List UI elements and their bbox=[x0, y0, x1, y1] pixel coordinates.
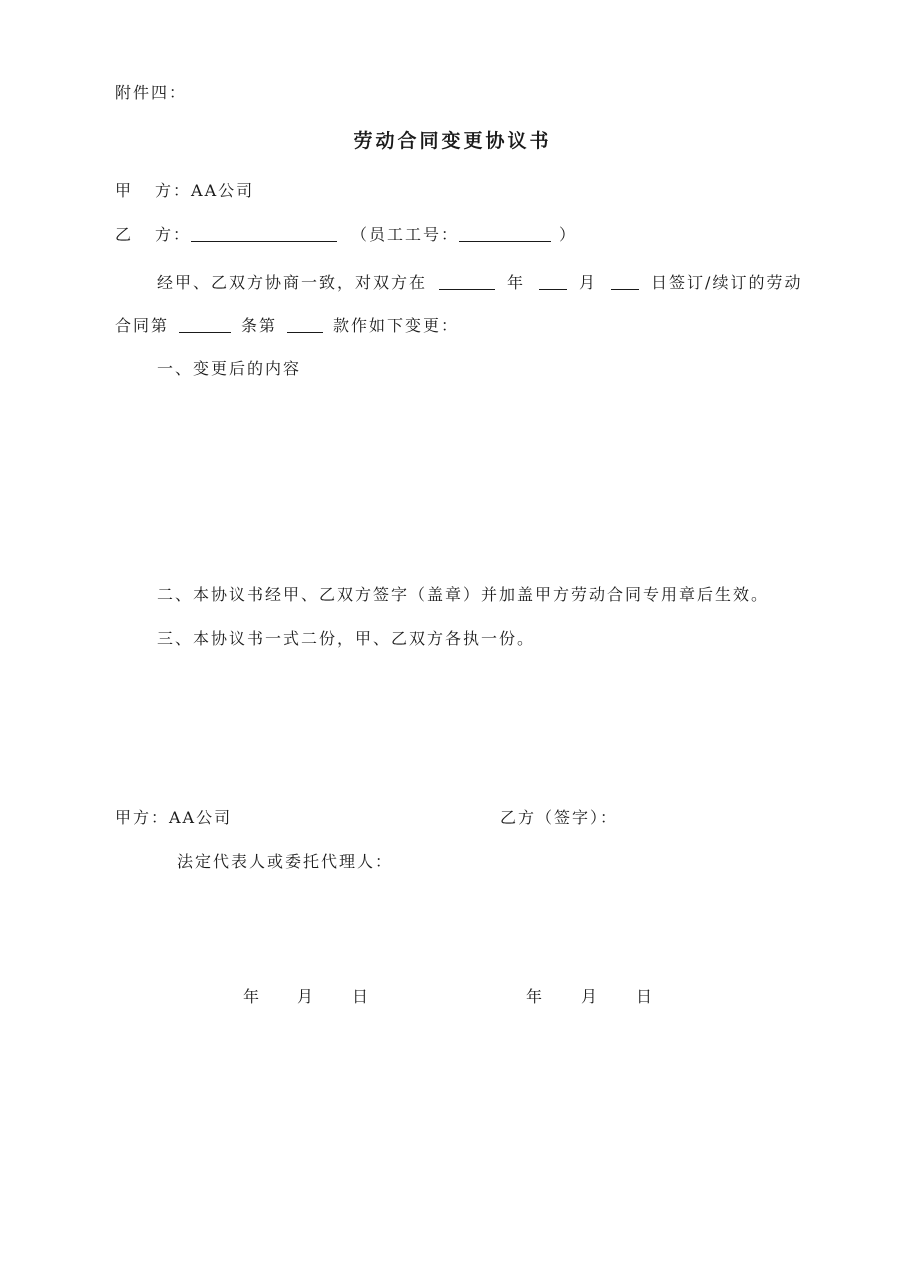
party-b-label-1: 乙 bbox=[115, 225, 134, 244]
intro-month-label: 月 bbox=[579, 273, 598, 292]
party-a-line bbox=[115, 178, 254, 201]
intro-segment-5: 款作如下变更： bbox=[333, 316, 460, 335]
intro-year-blank[interactable] bbox=[439, 273, 495, 290]
intro-line-1 bbox=[157, 270, 802, 293]
party-b-emp-no-close: ） bbox=[559, 225, 578, 244]
party-a-label-1: 甲 bbox=[115, 181, 134, 200]
article-number-blank[interactable] bbox=[179, 316, 231, 333]
date-right-year: 年 bbox=[526, 987, 543, 1006]
intro-segment-2: 日签订/续订的劳动 bbox=[651, 273, 803, 292]
intro-line-2 bbox=[115, 313, 459, 336]
date-left-year: 年 bbox=[243, 987, 260, 1006]
sign-party-b: 乙方（签字）： bbox=[500, 808, 619, 827]
attachment-label: 附件四： bbox=[115, 83, 188, 102]
sign-party-a: 甲方：AA公司 bbox=[115, 808, 233, 827]
item-3: 三、本协议书一式二份，甲、乙双方各执一份。 bbox=[157, 629, 536, 648]
date-right-month: 月 bbox=[581, 987, 598, 1006]
party-a-name: AA公司 bbox=[191, 181, 255, 200]
intro-segment-4: 条第 bbox=[241, 316, 278, 335]
party-b-label-2: 方： bbox=[155, 225, 192, 244]
item-1: 一、变更后的内容 bbox=[157, 359, 302, 378]
item-2: 二、本协议书经甲、乙双方签字（盖章）并加盖甲方劳动合同专用章后生效。 bbox=[157, 585, 770, 604]
clause-number-blank[interactable] bbox=[287, 316, 323, 333]
intro-year-label: 年 bbox=[507, 273, 526, 292]
sign-representative: 法定代表人或委托代理人： bbox=[177, 852, 394, 871]
intro-month-blank[interactable] bbox=[539, 273, 567, 290]
employee-number-blank[interactable] bbox=[459, 225, 551, 242]
intro-segment-1: 经甲、乙双方协商一致，对双方在 bbox=[157, 273, 428, 292]
party-b-line bbox=[115, 222, 577, 245]
party-b-name-blank[interactable] bbox=[191, 225, 337, 242]
intro-day-blank[interactable] bbox=[611, 273, 639, 290]
document-title: 劳动合同变更协议书 bbox=[353, 130, 552, 152]
date-left-day: 日 bbox=[352, 987, 369, 1006]
date-left-month: 月 bbox=[297, 987, 314, 1006]
intro-segment-3: 合同第 bbox=[115, 316, 170, 335]
party-a-label-2: 方： bbox=[155, 181, 192, 200]
date-right-day: 日 bbox=[636, 987, 653, 1006]
party-b-emp-no-open: （员工工号： bbox=[351, 225, 460, 244]
